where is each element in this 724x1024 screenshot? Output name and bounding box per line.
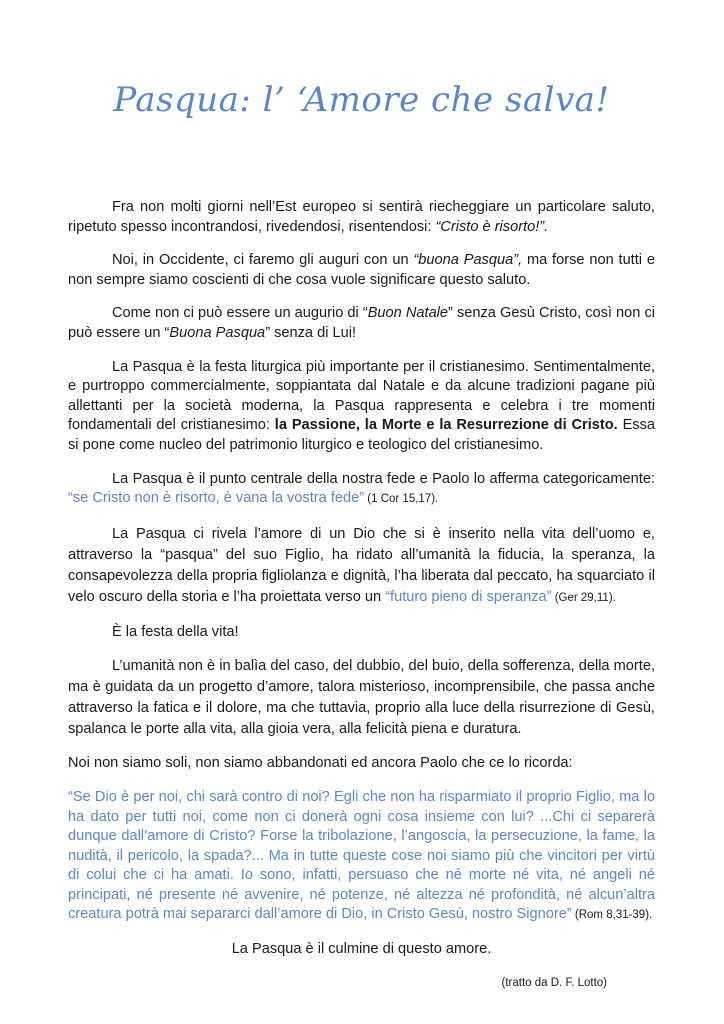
paragraph-4-bold: la Passione, la Morte e la Resurrezione di Cristo. — [274, 417, 618, 434]
paragraph-8: L’umanità non è in balìa del caso, del dubbio, del buio, della sofferenza, della morte, ma è guidata da un progetto d’amore, talora misterioso, incomprensibile, che passa anche attraverso la fatica e il dolore, ma che tuttavia, proprio alla luce della risurrezione di Gesù, spalanca le porte alla vita, alla gioia vera, alla felicità piena e duratura. — [68, 658, 655, 738]
paragraph-6-text: La Pasqua ci rivela l’amore di un Dio che si è inserito nella vita dell’uomo e, attraverso la “pasqua” del suo Figlio, ha ridato all’umanità la fiducia, la speranza, la consapevolezza della propria figliolanza e dignità, l’ha liberata dal peccato, ha squarciato il velo oscuro della storia e l’ha proiettata verso un — [68, 525, 655, 605]
paragraph-10 — [68, 788, 655, 926]
paragraph-3-text-c: ” senza di Lui! — [265, 324, 357, 341]
paragraph-10-ref: (Rom 8,31-39). — [571, 909, 653, 922]
document-page — [68, 0, 655, 1024]
paragraph-6 — [68, 524, 655, 609]
paragraph-3-italic-1: Buon Natale — [367, 305, 449, 322]
paragraph-3-text-a: Come non ci può essere un augurio di “ — [112, 305, 368, 322]
paragraph-10-quote: “Se Dio è per noi, chi sarà contro di noi? Egli che non ha risparmiato il proprio Figlio, ma lo ha dato per tutti noi, come non ci donerà ogni cosa insieme con lui? ...Chi ci separerà dunque dall’amore di Cristo? Forse la tribolazione, l’angoscia, la persecuzione, la fame, la nudità, il pericolo, la spada?... Ma in tutte queste cose noi siamo più che vincitori per virtù di colui che ci ha amati. Io sono, infatti, persuaso che né morte né vita, né angeli né principati, né presente né avvenire, né potenze, né altezza né profondità, né alcun’altra creatura potrà mai separarci dall’amore di Dio, in Cristo Gesù, nostro Signore” — [68, 788, 655, 923]
paragraph-5 — [68, 470, 655, 510]
paragraph-6-quote: “futuro pieno di speranza” — [385, 588, 552, 605]
document-body — [68, 198, 655, 993]
paragraph-5-quote: “se Cristo non è risorto, è vana la vostra fede” — [68, 490, 365, 507]
paragraph-2-text-b: ma forse non tutti e non sempre siamo coscienti di che cosa vuole significare questo saluto. — [68, 252, 655, 288]
paragraph-7: È la festa della vita! — [112, 623, 239, 640]
paragraph-3-text-b: ” senza Gesù Cristo, così non ci può essere un “ — [68, 305, 655, 341]
paragraph-3 — [68, 304, 655, 343]
paragraph-9: Noi non siamo soli, non siamo abbandonati ed ancora Paolo che ce lo ricorda: — [68, 755, 573, 772]
paragraph-1-text: Fra non molti giorni nell’Est europeo si sentirà riecheggiare un particolare saluto, ripetuto spesso incontrandosi, rivedendosi, risentendosi: — [68, 199, 655, 235]
paragraph-4-text-a: La Pasqua è la festa liturgica più importante per il cristianesimo. Sentimentalmente, e purtroppo commercialmente, soppiantata dal Natale e da alcune tradizioni pagane più allettanti per la società moderna, la Pasqua rappresenta e celebra i tre momenti fondamentali del cristianesimo: — [68, 358, 655, 434]
page-title: Pasqua: l’ ‘Amore che salva! — [113, 80, 610, 120]
source-credit: (tratto da D. F. Lotto) — [501, 976, 607, 989]
paragraph-4-text-b: Essa si pone come nucleo del patrimonio liturgico e teologico del cristianesimo. — [68, 417, 656, 453]
paragraph-6-ref: (Ger 29,11). — [551, 591, 616, 604]
paragraph-5-ref: (1 Cor 15,17). — [364, 493, 439, 506]
paragraph-2 — [68, 251, 655, 290]
paragraph-4 — [68, 358, 655, 456]
paragraph-1 — [68, 198, 655, 237]
paragraph-1-italic: “Cristo è risorto!”. — [435, 218, 549, 235]
paragraph-5-text: La Pasqua è il punto centrale della nostra fede e Paolo lo afferma categoricamente: — [112, 470, 655, 487]
paragraph-2-text-a: Noi, in Occidente, ci faremo gli auguri con un — [112, 252, 414, 269]
paragraph-2-italic: “buona Pasqua”, — [413, 252, 523, 269]
closing-line: La Pasqua è il culmine di questo amore. — [231, 941, 492, 958]
paragraph-3-italic-2: Buona Pasqua — [169, 324, 266, 341]
